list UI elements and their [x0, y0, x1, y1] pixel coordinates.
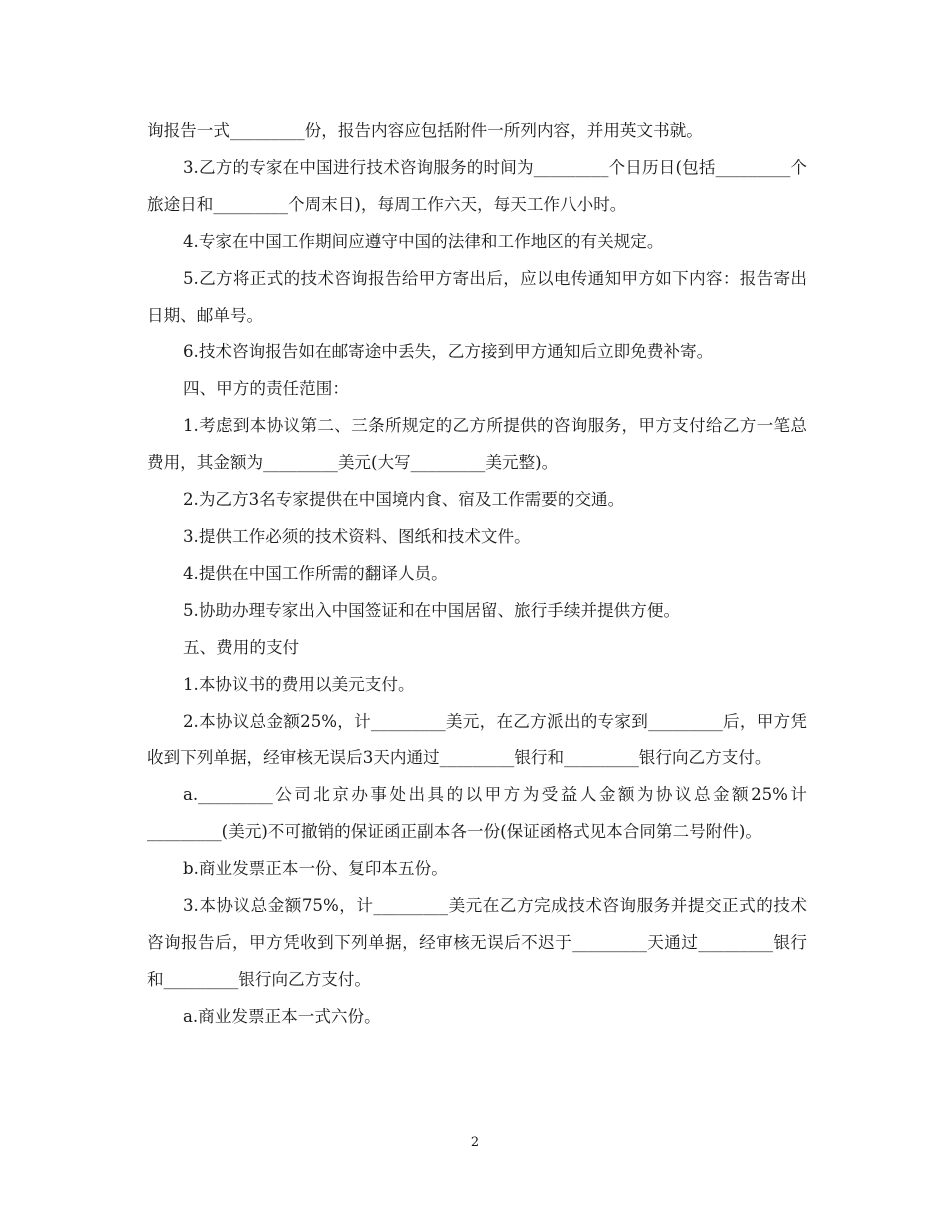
paragraph-technical-docs: 3.提供工作必须的技术资料、图纸和技术文件。	[183, 526, 531, 546]
page-number: 2	[470, 1135, 480, 1150]
section-heading-party-a-duties: 四、甲方的责任范围：	[183, 379, 349, 399]
paragraph-report-copies: 询报告一式_________份，报告内容应包括附件一所列内容，并用英文书就。	[147, 121, 703, 140]
paragraph-telex-notice: 5.乙方将正式的技术咨询报告给甲方寄出后，应以电传通知甲方如下内容：报告寄出日期、邮单号。	[147, 268, 807, 325]
paragraph-first-installment: 2.本协议总金额25%，计_________美元，在乙方派出的专家到_________后，甲方凭收到下列单据，经审核无误后3天内通过_________银行和_________银行向乙方支付。	[147, 711, 807, 768]
document-body	[147, 113, 807, 1036]
paragraph-second-installment: 3.本协议总金额75%，计_________美元在乙方完成技术咨询服务并提交正式的技术咨询报告后，甲方凭收到下列单据，经审核无误后不迟于_________天通过_________银行和_________银行向乙方支付。	[147, 896, 807, 989]
paragraph-lost-report: 6.技术咨询报告如在邮寄途中丢失，乙方接到甲方通知后立即免费补寄。	[183, 342, 714, 362]
paragraph-visa-assistance: 5.协助办理专家出入中国签证和在中国居留、旅行手续并提供方便。	[183, 600, 681, 620]
paragraph-service-duration: 3.乙方的专家在中国进行技术咨询服务的时间为_________个日历日(包括_________个旅途日和_________个周末日)，每周工作六天，每天工作八小时。	[147, 157, 807, 214]
paragraph-obey-laws: 4.专家在中国工作期间应遵守中国的法律和工作地区的有关规定。	[183, 231, 664, 251]
paragraph-invoice-six-copies: a.商业发票正本一式六份。	[183, 1006, 381, 1026]
paragraph-invoice-copies: b.商业发票正本一份、复印本五份。	[183, 859, 448, 879]
paragraph-translators: 4.提供在中国工作所需的翻译人员。	[183, 563, 448, 583]
paragraph-usd-payment: 1.本协议书的费用以美元支付。	[183, 674, 415, 694]
section-heading-payment: 五、费用的支付	[183, 637, 300, 657]
paragraph-total-fee: 1.考虑到本协议第二、三条所规定的乙方所提供的咨询服务，甲方支付给乙方一笔总费用，其金额为_________美元(大写_________美元整)。	[147, 416, 807, 473]
paragraph-food-lodging: 2.为乙方3名专家提供在中国境内食、宿及工作需要的交通。	[183, 490, 625, 510]
paragraph-guarantee-letter: a._________公司北京办事处出具的以甲方为受益人金额为协议总金额25%计_________(美元)不可撤销的保证函正副本各一份(保证函格式见本合同第二号附件)。	[147, 785, 807, 842]
